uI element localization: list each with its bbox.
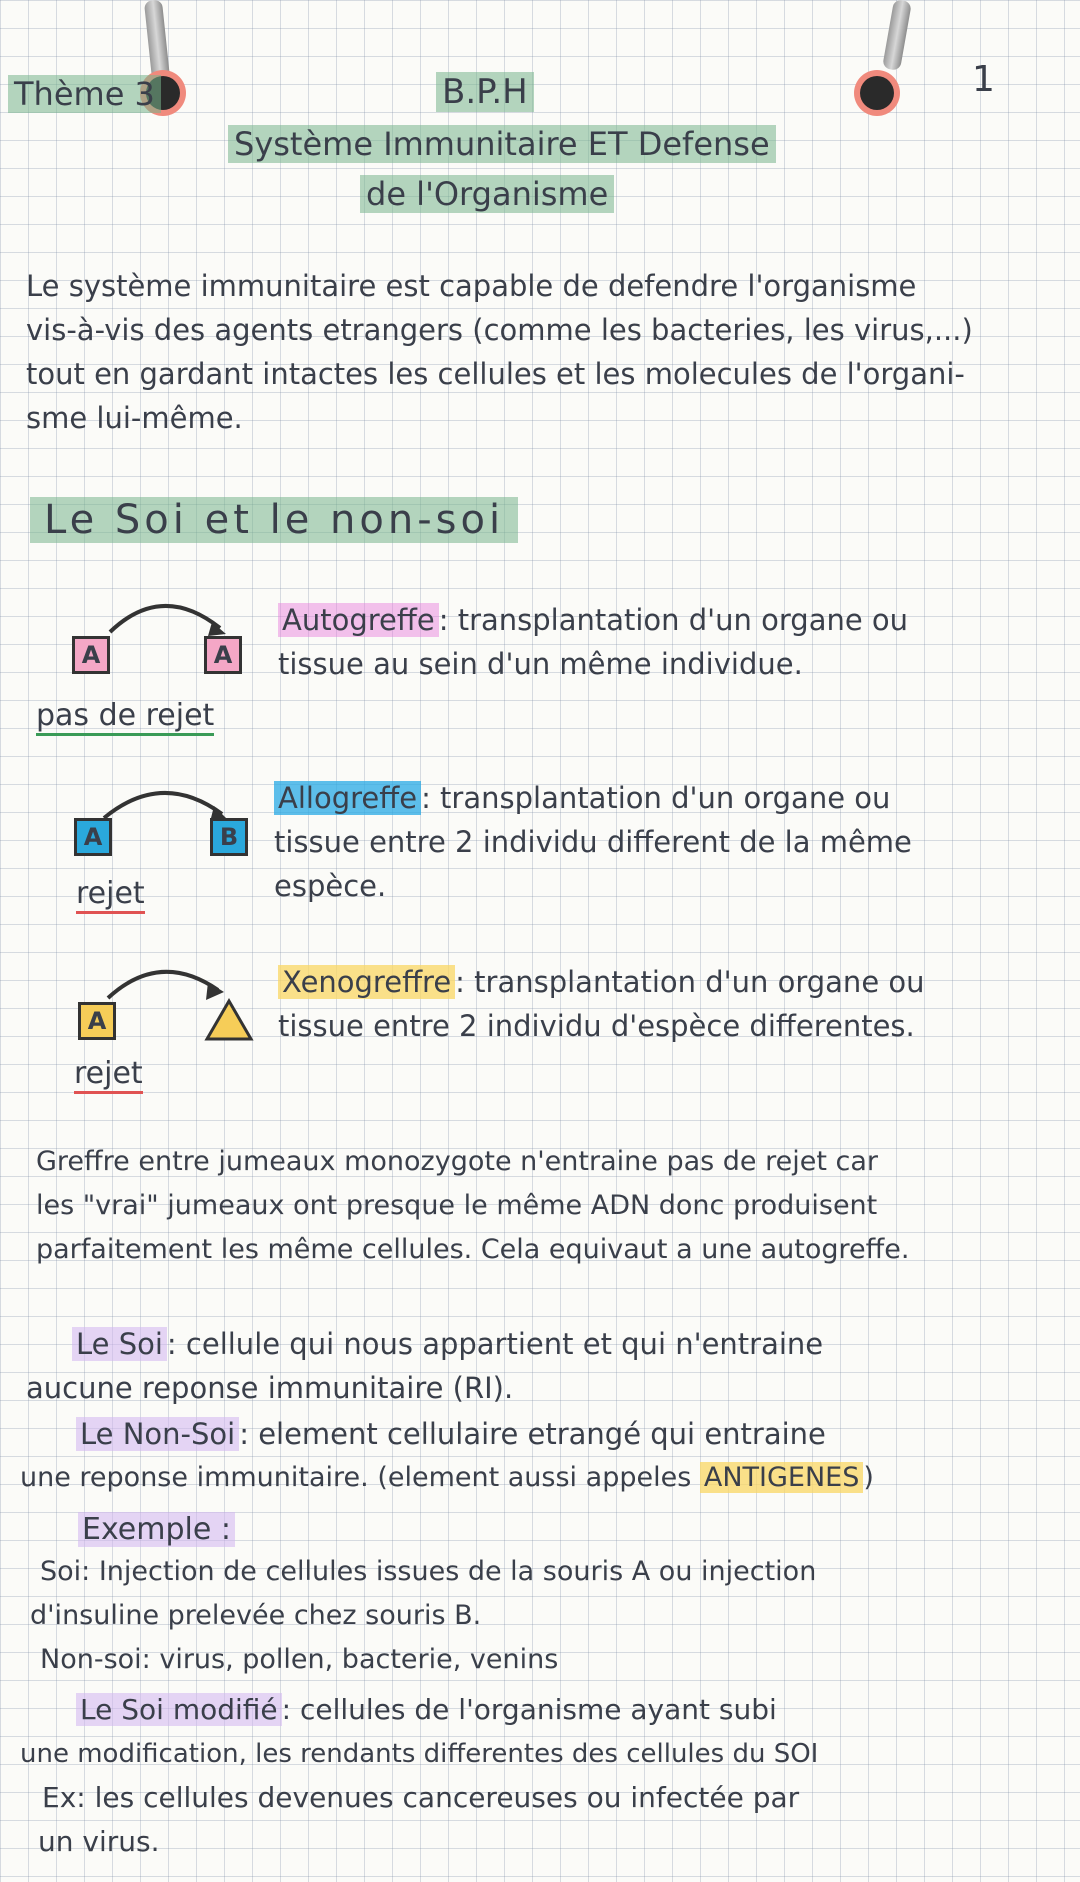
non-soi-term: Le Non-Soi xyxy=(76,1417,239,1451)
graft-box-left: A xyxy=(74,818,112,856)
example-label xyxy=(78,1508,235,1552)
graft-caption-text: rejet xyxy=(74,1056,143,1094)
subject-label xyxy=(436,70,534,114)
page-title-line1 xyxy=(228,122,776,166)
graft-caption xyxy=(76,872,145,916)
graft-caption xyxy=(74,1052,143,1096)
graft-desc-text: : transplantation d'un organe ou xyxy=(455,965,925,999)
soi-modifie-term: Le Soi modifié xyxy=(76,1693,282,1726)
section-title xyxy=(30,498,518,542)
intro-line: vis-à-vis des agents etrangers (comme les bacteries, les virus,...) xyxy=(26,313,973,347)
binder-post-right xyxy=(882,0,912,71)
graft-desc-line2: tissue entre 2 individu different de la même xyxy=(274,825,912,859)
page-title-line2 xyxy=(360,172,614,216)
soi-modifie-line2: une modification, les rendants differentes des cellules du SOI xyxy=(20,1739,819,1769)
soi-modifie-definition xyxy=(20,1688,818,1864)
graft-description-xeno xyxy=(278,960,925,1048)
example-soi-line1: Soi: Injection de cellules issues de la souris A ou injection xyxy=(40,1556,817,1587)
graft-description-allo xyxy=(274,776,912,908)
twins-line: Greffre entre jumeaux monozygote n'entraine pas de rejet car xyxy=(36,1146,878,1177)
graft-term: Autogreffe xyxy=(278,603,439,637)
graft-box-right: A xyxy=(204,636,242,674)
non-soi-line2-pre: une reponse immunitaire. (element aussi appeles xyxy=(20,1462,700,1493)
graft-term: Allogreffe xyxy=(274,781,421,815)
graft-term: Xenogreffre xyxy=(278,965,455,999)
graft-desc-line2: tissue entre 2 individu d'espèce differentes. xyxy=(278,1009,915,1043)
graft-desc-text: : transplantation d'un organe ou xyxy=(438,603,909,637)
page-number: 1 xyxy=(972,59,995,100)
twins-paragraph xyxy=(36,1140,909,1272)
graft-arrow-auto xyxy=(102,592,232,642)
binder-post-left xyxy=(144,0,170,81)
graft-caption-text: rejet xyxy=(76,876,145,914)
binder-ring-right xyxy=(860,76,894,110)
antigenes-highlight: ANTIGENES xyxy=(700,1462,864,1493)
graft-desc-line2: tissue au sein d'un même individue. xyxy=(278,647,803,681)
page-title-text2: de l'Organisme xyxy=(360,175,614,213)
non-soi-line2 xyxy=(20,1456,874,1500)
soi-text: : cellule qui nous appartient et qui n'entraine xyxy=(166,1327,824,1361)
graft-box-left: A xyxy=(72,636,110,674)
section-title-text: Le Soi et le non-soi xyxy=(30,497,518,543)
soi-modifie-ex-line2: un virus. xyxy=(38,1825,160,1858)
non-soi-definition xyxy=(20,1412,874,1500)
subject-text: B.P.H xyxy=(436,72,534,112)
soi-modifie-ex-line1: Ex: les cellules devenues cancereuses ou infectée par xyxy=(42,1781,800,1814)
graft-desc-text: : transplantation d'un organe ou xyxy=(421,781,891,815)
example-nonsoi-line: Non-soi: virus, pollen, bacterie, venins xyxy=(40,1644,559,1675)
graft-desc-line1 xyxy=(278,960,925,1004)
soi-modifie-text: : cellules de l'organisme ayant subi xyxy=(281,1693,777,1726)
soi-term: Le Soi xyxy=(72,1327,167,1361)
soi-definition xyxy=(20,1322,823,1410)
intro-paragraph xyxy=(26,264,973,440)
page-title-text1: Système Immunitaire ET Defense xyxy=(228,125,776,163)
graft-caption xyxy=(36,694,214,738)
intro-line: Le système immunitaire est capable de defendre l'organisme xyxy=(26,269,917,303)
twins-line: les "vrai" jumeaux ont presque le même ADN donc produisent xyxy=(36,1190,878,1221)
graft-desc-line1 xyxy=(278,598,908,642)
graft-description-auto xyxy=(278,598,908,686)
example-block xyxy=(30,1550,816,1682)
non-soi-line2-post: ) xyxy=(863,1462,874,1493)
graft-box-right: B xyxy=(210,818,248,856)
graft-caption-text: pas de rejet xyxy=(36,698,214,736)
graft-box-left: A xyxy=(78,1002,116,1040)
theme-text: Thème 3 xyxy=(8,75,161,113)
soi-line2: aucune reponse immunitaire (RI). xyxy=(26,1371,514,1405)
non-soi-line1 xyxy=(20,1412,874,1456)
graft-desc-line1 xyxy=(274,776,912,820)
soi-modifie-line1 xyxy=(20,1688,818,1732)
example-soi-line2: d'insuline prelevée chez souris B. xyxy=(30,1600,482,1631)
example-label-text: Exemple : xyxy=(78,1512,235,1547)
twins-line: parfaitement les même cellules. Cela equivaut a une autogreffe. xyxy=(36,1234,910,1265)
triangle-icon xyxy=(204,998,254,1042)
non-soi-text: : element cellulaire etrangé qui entraine xyxy=(239,1417,826,1451)
graft-desc-line3: espèce. xyxy=(274,869,387,903)
intro-line: tout en gardant intactes les cellules et les molecules de l'organi- xyxy=(26,357,965,391)
intro-line: sme lui-même. xyxy=(26,401,243,435)
theme-label xyxy=(8,72,161,116)
soi-line1 xyxy=(20,1322,823,1366)
